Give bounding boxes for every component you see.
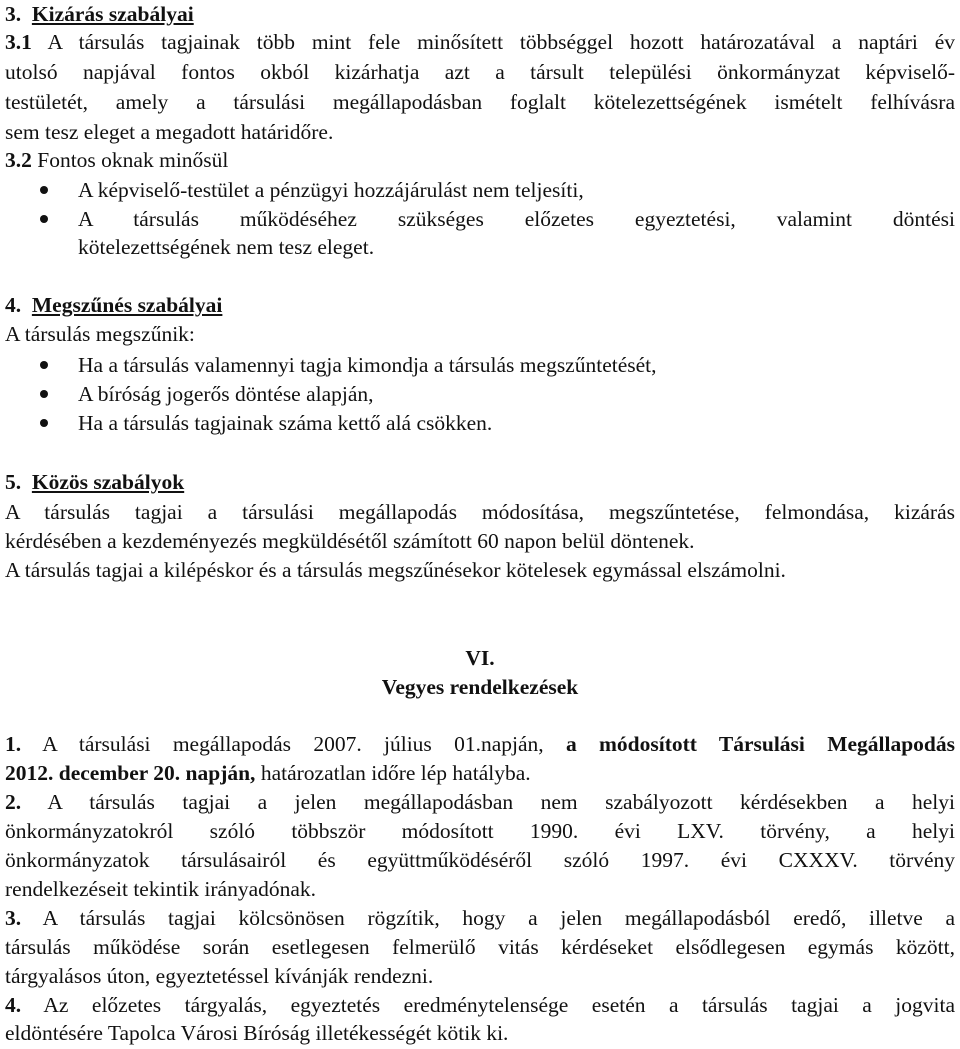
bullet-dot [40,419,48,427]
item-text: határozatlan időre lép hatályba. [255,761,531,785]
item-2-line: önkormányzatokról szóló többször módosított 1990. évi LXV. törvény, a helyi [5,819,955,843]
item-2-line: önkormányzatok társulásairól és együttműködéséről szóló 1997. évi CXXXV. törvény [5,848,955,872]
paragraph-line: A társulás tagjai a társulási megállapodás módosítása, megszűntetése, felmondása, kizárás [5,500,955,524]
section-5-heading [5,468,955,496]
paragraph-line: utolsó napjával fontos okból kizárhatja azt a társult települési önkormányzat képviselő- [5,60,955,84]
item-4-line: eldöntésére Tapolca Városi Bíróság illetékességét kötik ki. [5,1021,509,1045]
chapter-number: VI. [465,646,495,670]
item-3-line: társulás működése során esetlegesen felmerülő vitás kérdéseket elsődlegesen egymás között, [5,935,955,959]
bullet-dot [40,390,48,398]
list-item: A bíróság jogerős döntése alapján, [78,382,374,406]
item-number: 1. [5,732,22,756]
section-4-heading [5,291,955,319]
section-number: 4. [5,293,22,317]
list-item: A képviselő-testület a pénzügyi hozzájárulást nem teljesíti, [78,178,584,202]
item-number: 4. [5,993,22,1017]
paragraph-number: 3.1 [5,30,32,54]
section-3-heading [5,0,955,28]
item-number: 3. [5,906,22,930]
item-3-line: tárgyalásos úton, egyeztetéssel kívánják rendezni. [5,964,434,988]
section-number: 3. [5,2,22,26]
item-text-emphasis: 2012. december 20. napján, [5,761,256,785]
paragraph-number: 3.2 [5,148,32,172]
section-title: Kizárás szabályai [31,2,194,26]
paragraph-line: kérdésében a kezdeményezés megküldésétől számított 60 napon belül döntenek. [5,529,695,553]
paragraph-line: testületét, amely a társulási megállapodásban foglalt kötelezettségének ismételt felhívásra [5,90,955,114]
list-item: A társulás működéséhez szükséges előzetes egyeztetési, valamint döntési [78,207,955,231]
list-item-continuation: kötelezettségének nem tesz eleget. [78,235,375,259]
paragraph-text: Fontos oknak minősül [31,148,229,172]
section-title: Megszűnés szabályai [31,293,223,317]
item-3-line [5,904,955,932]
section-number: 5. [5,470,22,494]
list-item: Ha a társulás valamennyi tagja kimondja a társulás megszűntetését, [78,353,657,377]
item-text: A társulás tagjai kölcsönösen rögzítik, hogy a jelen megállapodásból eredő, illetve a [21,906,955,930]
section-intro: A társulás megszűnik: [5,322,195,346]
paragraph-line [5,146,955,174]
paragraph-line [5,28,955,56]
list-item: Ha a társulás tagjainak száma kettő alá csökken. [78,411,493,435]
item-4-line [5,991,955,1019]
paragraph-text: A társulás tagjainak több mint fele minősített többséggel hozott határozatával a naptári év [31,30,955,54]
item-text: Az előzetes tárgyalás, egyeztetés eredménytelensége esetén a társulás tagjai a jogvita [21,993,955,1017]
bullet-dot [40,186,48,194]
item-text: A társulás tagjai a jelen megállapodásban nem szabályozott kérdésekben a helyi [21,790,955,814]
bullet-dot [40,215,48,223]
item-1-line [5,730,955,758]
bullet-dot [40,361,48,369]
item-2-line: rendelkezéseit tekintik irányadónak. [5,877,317,901]
paragraph-line: sem tesz eleget a megadott határidőre. [5,120,334,144]
item-number: 2. [5,790,22,814]
paragraph-line: A társulás tagjai a kilépéskor és a társulás megszűnésekor kötelesek egymással elszámolni. [5,558,786,582]
item-1-line [5,759,955,787]
item-2-line [5,788,955,816]
item-text: A társulási megállapodás 2007. július 01.napján, [21,732,566,756]
item-text-emphasis: a módosított Társulási Megállapodás [565,732,956,756]
section-title: Közös szabályok [31,470,185,494]
chapter-title: Vegyes rendelkezések [381,675,579,699]
